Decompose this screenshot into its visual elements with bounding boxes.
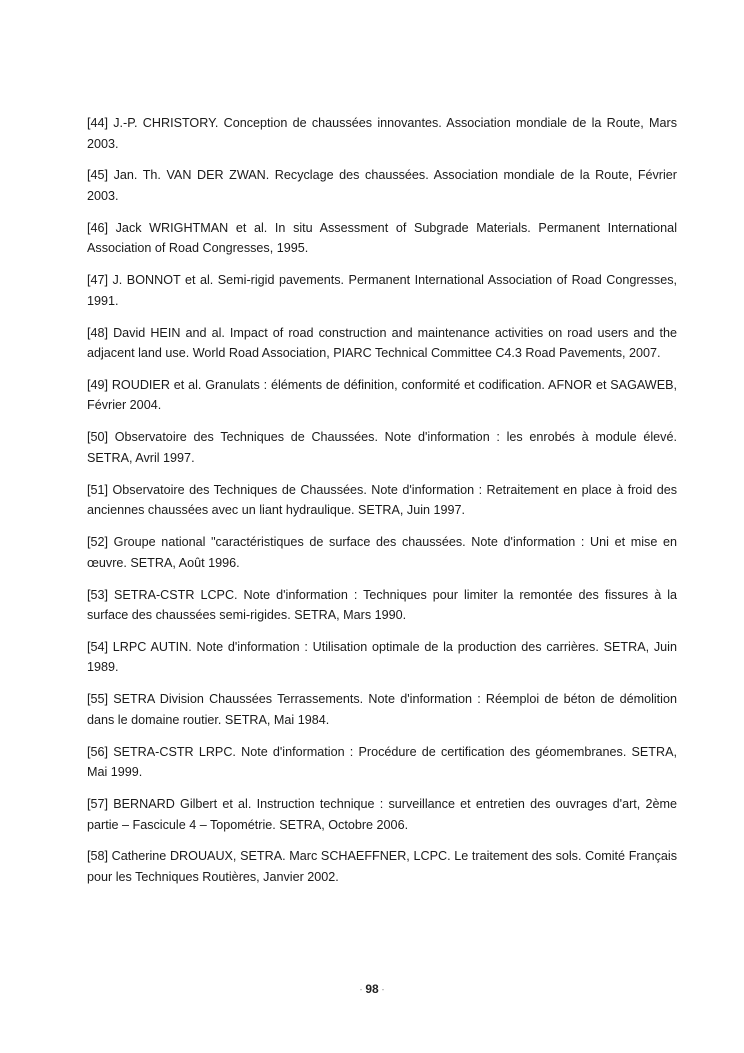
reference-45: [45] Jan. Th. VAN DER ZWAN. Recyclage des chaussées. Association mondiale de la Route, Février 2003. bbox=[87, 168, 677, 203]
page-number: 98 bbox=[365, 982, 379, 996]
reference-58: [58] Catherine DROUAUX, SETRA. Marc SCHAEFFNER, LCPC. Le traitement des sols. Comité Français pour les Techniques Routières, Janvier 2002. bbox=[87, 849, 677, 884]
reference-44: [44] J.-P. CHRISTORY. Conception de chaussées innovantes. Association mondiale de la Route, Mars 2003. bbox=[87, 116, 677, 151]
reference-46: [46] Jack WRIGHTMAN et al. In situ Assessment of Subgrade Materials. Permanent International Association of Road Congresses, 1995. bbox=[87, 220, 677, 256]
reference-53: [53] SETRA-CSTR LCPC. Note d'information : Techniques pour limiter la remontée des fissures à la surface des chaussées semi-rigides. SETRA, Mars 1990. bbox=[87, 587, 677, 623]
reference-48: [48] David HEIN and al. Impact of road construction and maintenance activities on road users and the adjacent land use. World Road Association, PIARC Technical Committee C4.3 Road Pavements, 2007. bbox=[87, 325, 677, 361]
reference-54: [54] LRPC AUTIN. Note d'information : Utilisation optimale de la production des carrières. SETRA, Juin 1989. bbox=[87, 639, 677, 675]
reference-51: [51] Observatoire des Techniques de Chaussées. Note d'information : Retraitement en place à froid des anciennes chaussées avec un liant hydraulique. SETRA, Juin 1997. bbox=[87, 482, 677, 518]
reference-56: [56] SETRA-CSTR LRPC. Note d'information : Procédure de certification des géomembranes. SETRA, Mai 1999. bbox=[87, 744, 677, 780]
reference-57: [57] BERNARD Gilbert et al. Instruction technique : surveillance et entretien des ouvrages d'art, 2ème partie – Fascicule 4 – Topométrie. SETRA, Octobre 2006. bbox=[87, 797, 677, 832]
dash-right-decoration: - bbox=[381, 985, 385, 995]
reference-50: [50] Observatoire des Techniques de Chaussées. Note d'information : les enrobés à module élevé. SETRA, Avril 1997. bbox=[87, 430, 677, 465]
reference-55: [55] SETRA Division Chaussées Terrassements. Note d'information : Réemploi de béton de démolition dans le domaine routier. SETRA, Mai 1984. bbox=[87, 692, 677, 727]
reference-52: [52] Groupe national "caractéristiques de surface des chaussées. Note d'information : Uni et mise en œuvre. SETRA, Août 1996. bbox=[87, 535, 677, 570]
dash-left-decoration: - bbox=[359, 985, 363, 995]
reference-47: [47] J. BONNOT et al. Semi-rigid pavements. Permanent International Association of Road Congresses, 1991. bbox=[87, 273, 677, 308]
reference-49: [49] ROUDIER et al. Granulats : éléments de définition, conformité et codification. AFNOR et SAGAWEB, Février 2004. bbox=[87, 377, 677, 413]
reference-list bbox=[87, 113, 677, 899]
page-number-footer bbox=[0, 982, 744, 996]
